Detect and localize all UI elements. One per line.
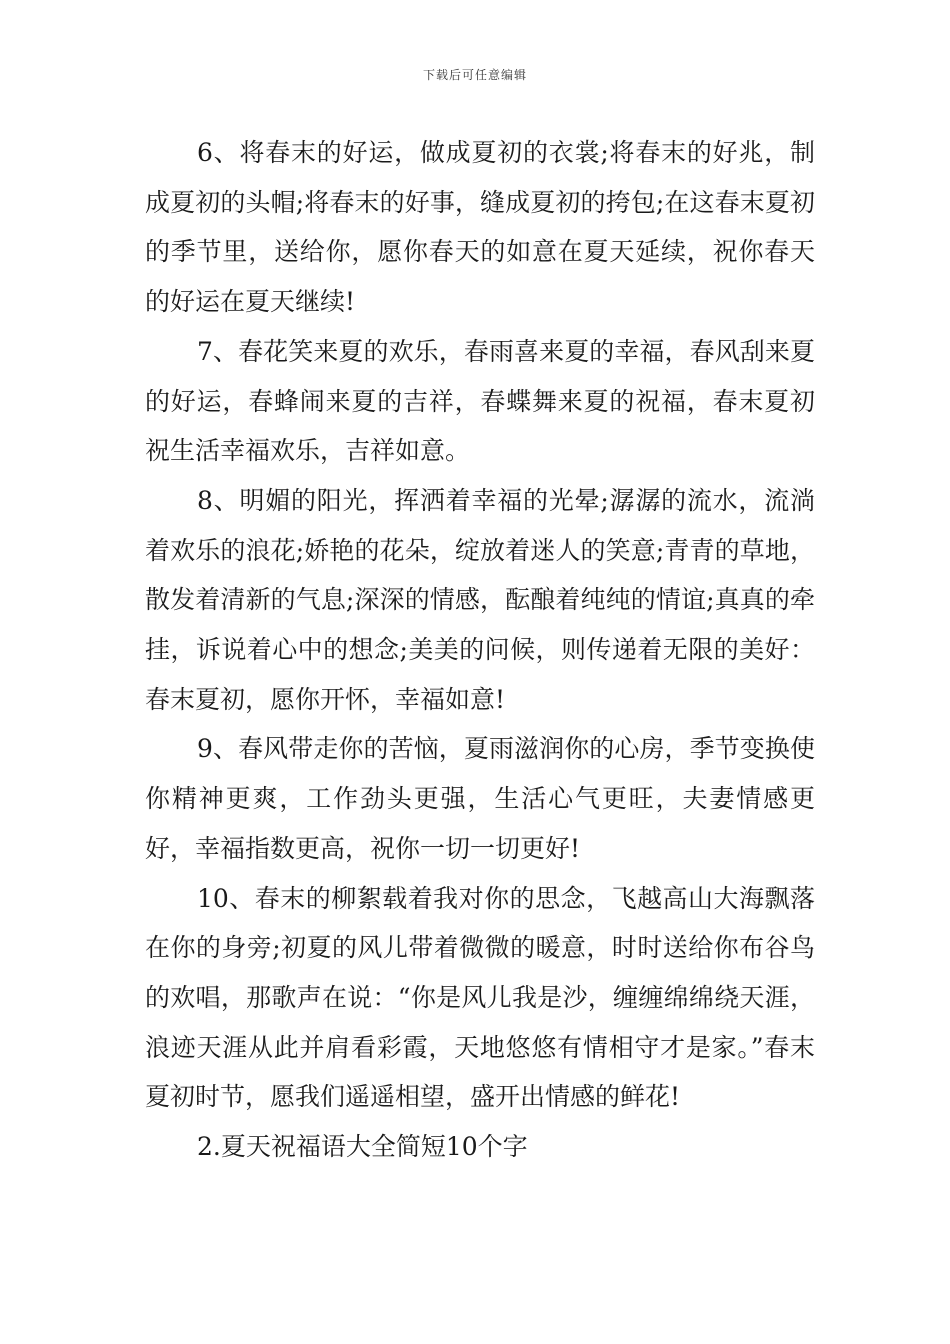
section-heading: 2.夏天祝福语大全简短10个字: [197, 1132, 528, 1162]
paragraph-6: 6、将春末的好运，做成夏初的衣裳;将春末的好兆，制成夏初的头帽;将春末的好事，缝成夏初的挎包;在这春末夏初的季节里，送给你，愿你春天的如意在夏天延续，祝你春天的好运在夏天继续!: [145, 138, 815, 317]
paragraph-8: 8、明媚的阳光，挥洒着幸福的光晕;潺潺的流水，流淌着欢乐的浪花;娇艳的花朵，绽放着迷人的笑意;青青的草地，散发着清新的气息;深深的情感，酝酿着纯纯的情谊;真真的牵挂，诉说着心中的想念;美美的问候，则传递着无限的美好：春末夏初，愿你开怀，幸福如意!: [145, 485, 815, 714]
paragraph-7: 7、春花笑来夏的欢乐，春雨喜来夏的幸福，春风刮来夏的好运，春蜂闹来夏的吉祥，春蝶舞来夏的祝福，春末夏初祝生活幸福欢乐，吉祥如意。: [145, 336, 815, 466]
header-note: 下载后可任意编辑: [422, 68, 527, 82]
paragraph-9: 9、春风带走你的苦恼，夏雨滋润你的心房，季节变换使你精神更爽，工作劲头更强，生活心气更旺，夫妻情感更好，幸福指数更高，祝你一切一切更好!: [145, 734, 815, 863]
paragraph-10: 10、春末的柳絮载着我对你的思念，飞越高山大海飘落在你的身旁;初夏的风儿带着微微的暖意，时时送给你布谷鸟的欢唱，那歌声在说：“你是风儿我是沙，缠缠绵绵绕天涯，浪迹天涯从此并肩看彩霞，天地悠悠有情相守才是家。”春末夏初时节，愿我们遥遥相望，盛开出情感的鲜花!: [145, 883, 815, 1112]
document-body: [145, 128, 815, 1172]
